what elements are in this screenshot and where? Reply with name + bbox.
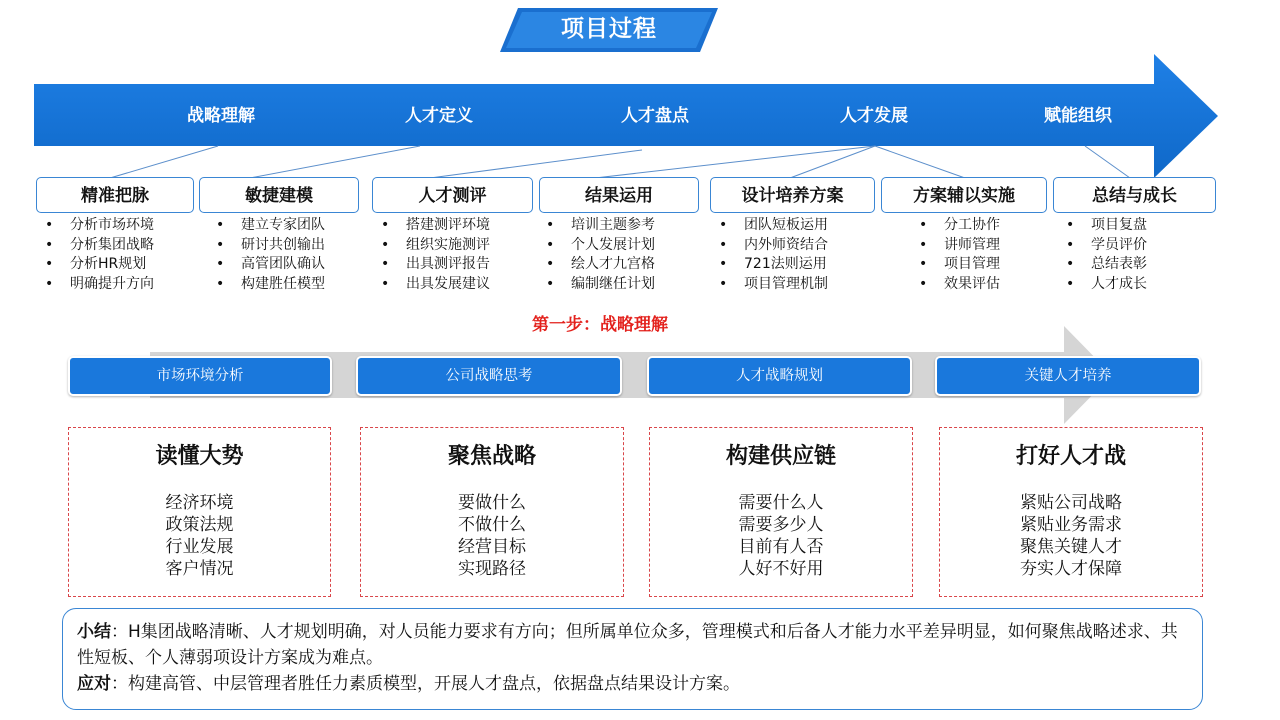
tab-strategy-thinking[interactable]: 公司战略思考 <box>356 356 622 396</box>
list-item: • 721法则运用 <box>719 255 828 275</box>
phase-box-1: 精准把脉 <box>36 177 194 213</box>
step-card-3 <box>649 427 913 597</box>
list-item: • 搭建测评环境 <box>381 216 490 236</box>
response-text: ：构建高管、中层管理者胜任力素质模型，开展人才盘点，依据盘点结果设计方案。 <box>111 674 740 694</box>
phase-list-2 <box>216 216 325 294</box>
phase-list-5 <box>719 216 828 294</box>
list-item: • 分析集团战略 <box>45 236 154 256</box>
card-title: 聚焦战略 <box>447 444 536 469</box>
card-title: 打好人才战 <box>1015 444 1126 469</box>
response-paragraph <box>77 671 1186 697</box>
response-label: 应对 <box>77 674 111 694</box>
phase-list-4 <box>546 216 655 294</box>
card-item: 需要什么人 <box>738 493 824 513</box>
card-item: 紧贴公司战略 <box>1020 493 1122 513</box>
step-card-2 <box>360 427 624 597</box>
phase-box-5: 设计培养方案 <box>710 177 875 213</box>
phase-list-6 <box>919 216 1000 294</box>
list-item: • 绘人才九宫格 <box>546 255 655 275</box>
card-item: 行业发展 <box>165 537 234 557</box>
stage-label-1: 战略理解 <box>187 106 255 126</box>
card-item: 聚焦关键人才 <box>1020 537 1122 557</box>
card-item: 要做什么 <box>458 493 526 513</box>
phase-list-3 <box>381 216 490 294</box>
step-card-1 <box>68 427 331 597</box>
card-item: 需要多少人 <box>738 515 824 535</box>
card-item: 人好不好用 <box>738 559 824 579</box>
list-item: • 项目复盘 <box>1066 216 1147 236</box>
list-item: • 建立专家团队 <box>216 216 325 236</box>
list-item: • 讲师管理 <box>919 236 1000 256</box>
phase-box-6: 方案辅以实施 <box>881 177 1047 213</box>
list-item: • 编制继任计划 <box>546 275 655 295</box>
card-item: 紧贴业务需求 <box>1020 515 1122 535</box>
step-title: 第一步：战略理解 <box>532 315 668 335</box>
connector-lines <box>0 0 1280 200</box>
list-item: • 个人发展计划 <box>546 236 655 256</box>
step-card-4 <box>939 427 1203 597</box>
list-item: • 研讨共创输出 <box>216 236 325 256</box>
summary-label: 小结 <box>77 622 111 642</box>
list-item: • 分工协作 <box>919 216 1000 236</box>
summary-box <box>62 608 1203 710</box>
list-item: • 总结表彰 <box>1066 255 1147 275</box>
phase-box-7: 总结与成长 <box>1053 177 1216 213</box>
phase-box-3: 人才测评 <box>372 177 533 213</box>
card-item: 经营目标 <box>458 537 526 557</box>
card-item: 实现路径 <box>458 559 526 579</box>
card-item: 目前有人否 <box>738 537 824 557</box>
card-item: 客户情况 <box>165 559 234 579</box>
phase-box-4: 结果运用 <box>539 177 699 213</box>
list-item: • 效果评估 <box>919 275 1000 295</box>
stage-label-2: 人才定义 <box>405 106 473 126</box>
card-item: 夯实人才保障 <box>1020 559 1122 579</box>
stage-label-4: 人才发展 <box>840 106 908 126</box>
stage-label-5: 赋能组织 <box>1044 106 1112 126</box>
tab-key-talent[interactable]: 关键人才培养 <box>935 356 1201 396</box>
summary-text: ：H集团战略清晰、人才规划明确，对人员能力要求有方向；但所属单位众多，管理模式和后备人才能力水平差异明显，如何聚焦战略述求、共性短板、个人薄弱项设计方案成为难点。 <box>77 622 1178 668</box>
list-item: • 高管团队确认 <box>216 255 325 275</box>
card-title: 读懂大势 <box>155 444 244 469</box>
card-title: 构建供应链 <box>725 444 836 469</box>
tab-market-analysis[interactable]: 市场环境分析 <box>68 356 332 396</box>
list-item: • 项目管理 <box>919 255 1000 275</box>
stage-label-3: 人才盘点 <box>621 106 689 126</box>
tab-talent-planning[interactable]: 人才战略规划 <box>647 356 912 396</box>
list-item: • 项目管理机制 <box>719 275 828 295</box>
list-item: • 明确提升方向 <box>45 275 154 295</box>
list-item: • 内外师资结合 <box>719 236 828 256</box>
phase-list-1 <box>45 216 154 294</box>
list-item: • 团队短板运用 <box>719 216 828 236</box>
summary-paragraph <box>77 619 1186 671</box>
list-item: • 人才成长 <box>1066 275 1147 295</box>
list-item: • 出具测评报告 <box>381 255 490 275</box>
list-item: • 组织实施测评 <box>381 236 490 256</box>
list-item: • 出具发展建议 <box>381 275 490 295</box>
page-title: 项目过程 <box>561 16 657 42</box>
phase-box-2: 敏捷建模 <box>199 177 359 213</box>
card-item: 经济环境 <box>165 493 234 513</box>
list-item: • 培训主题参考 <box>546 216 655 236</box>
list-item: • 分析HR规划 <box>45 255 154 275</box>
list-item: • 分析市场环境 <box>45 216 154 236</box>
phase-list-7 <box>1066 216 1147 294</box>
list-item: • 学员评价 <box>1066 236 1147 256</box>
card-item: 政策法规 <box>165 515 234 535</box>
card-item: 不做什么 <box>458 515 526 535</box>
list-item: • 构建胜任模型 <box>216 275 325 295</box>
